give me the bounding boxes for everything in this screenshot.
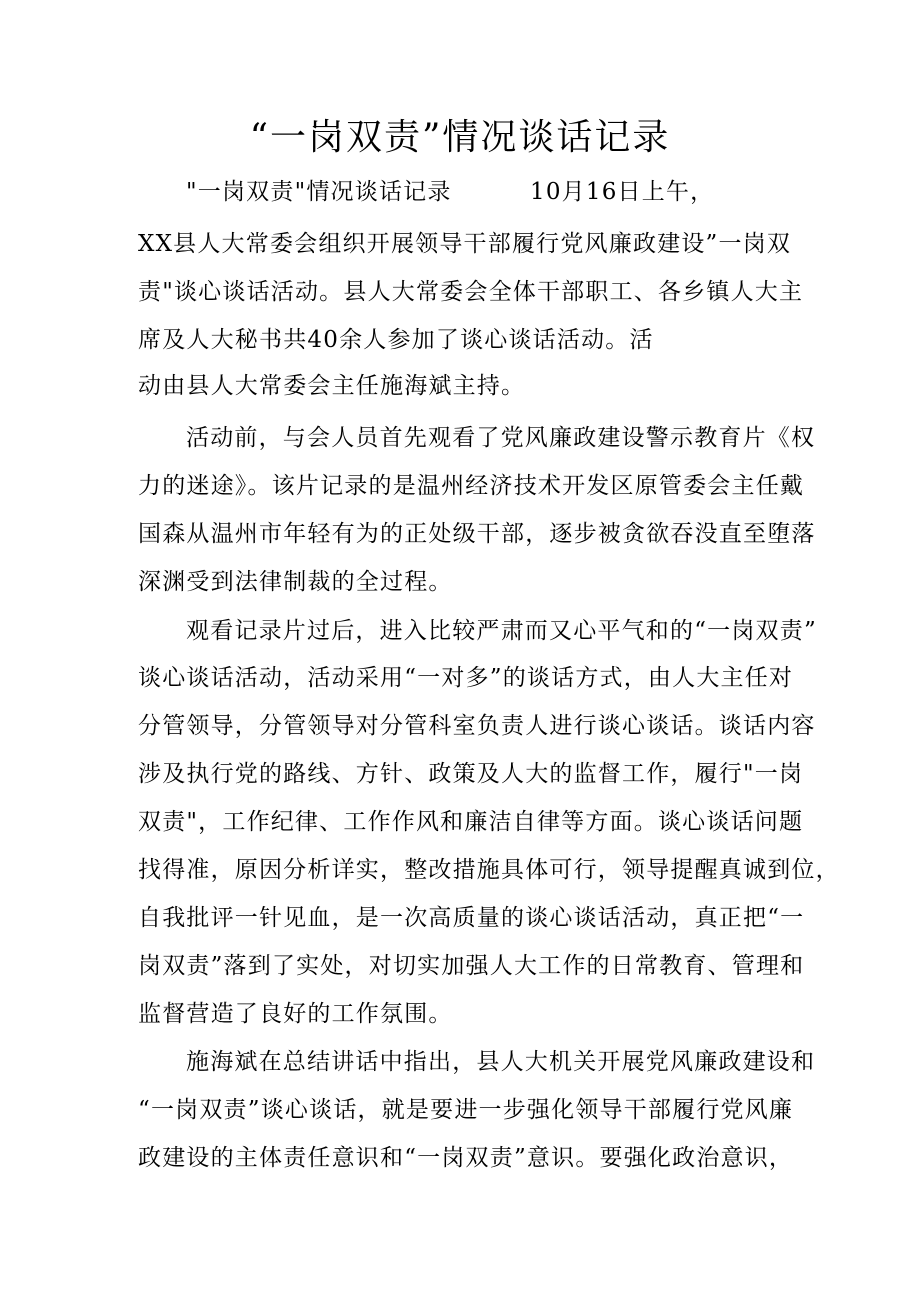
paragraph-line: 谈心谈话活动，活动采用“一对多”的谈话方式，由人大主任对 — [138, 665, 794, 691]
paragraph-line: 深渊受到法律制裁的全过程。 — [138, 569, 453, 595]
paragraph-line: 活动前，与会人员首先观看了党风廉政建设警示教育片《权 — [186, 425, 816, 451]
paragraph-line: 国森从温州市年轻有为的正处级干部，逐步被贪欲吞没直至堕落 — [138, 521, 816, 547]
paragraph-line: 分管领导，分管领导对分管科室负责人进行谈心谈话。谈话内容 — [138, 713, 816, 739]
paragraph-line: 岗双责”落到了实处，对切实加强人大工作的日常教育、管理和 — [138, 953, 805, 979]
meeting-date: 10月16日上午， — [530, 179, 715, 205]
paragraph-line: 动由县人大常委会主任施海斌主持。 — [138, 373, 526, 399]
paragraph-line: 观看记录片过后，进入比较严肃而又心平气和的“一岗双责” — [186, 618, 817, 644]
paragraph-line: 施海斌在总结讲话中指出，县人大机关开展党风廉政建设和 — [186, 1049, 816, 1075]
paragraph-line: 自我批评一针见血，是一次高质量的谈心谈话活动，真正把“一 — [138, 905, 805, 931]
paragraph-line: 找得准，原因分析详实，整改措施具体可行，领导提醒真诚到位， — [138, 857, 840, 883]
paragraph-line: XX县人大常委会组织开展领导干部履行党风廉政建设”一岗双 — [138, 231, 792, 257]
document-subtitle: "一岗双责"情况谈话记录 — [186, 179, 452, 205]
document-title: “一岗双责”情况谈话记录 — [249, 117, 671, 158]
paragraph-line: 监督营造了良好的工作氛围。 — [138, 1001, 453, 1027]
paragraph-line: 力的迷途》。该片记录的是温州经济技术开发区原管委会主任戴 — [138, 473, 805, 499]
paragraph-line: 责"谈心谈话活动。县人大常委会全体干部职工、各乡镇人大主 — [138, 279, 804, 305]
paragraph-line: 涉及执行党的路线、方针、政策及人大的监督工作，履行"一岗 — [138, 761, 804, 787]
paragraph-line: 席及人大秘书共40余人参加了谈心谈话活动。活 — [138, 327, 654, 353]
paragraph-line: “一岗双责”谈心谈话，就是要进一步强化领导干部履行党风廉 — [138, 1097, 794, 1123]
paragraph-line: 双责"，工作纪律、工作作风和廉洁自律等方面。谈心谈话问题 — [138, 809, 804, 835]
paragraph-line: 政建设的主体责任意识和“一岗双责”意识。要强化政治意识， — [138, 1145, 794, 1171]
